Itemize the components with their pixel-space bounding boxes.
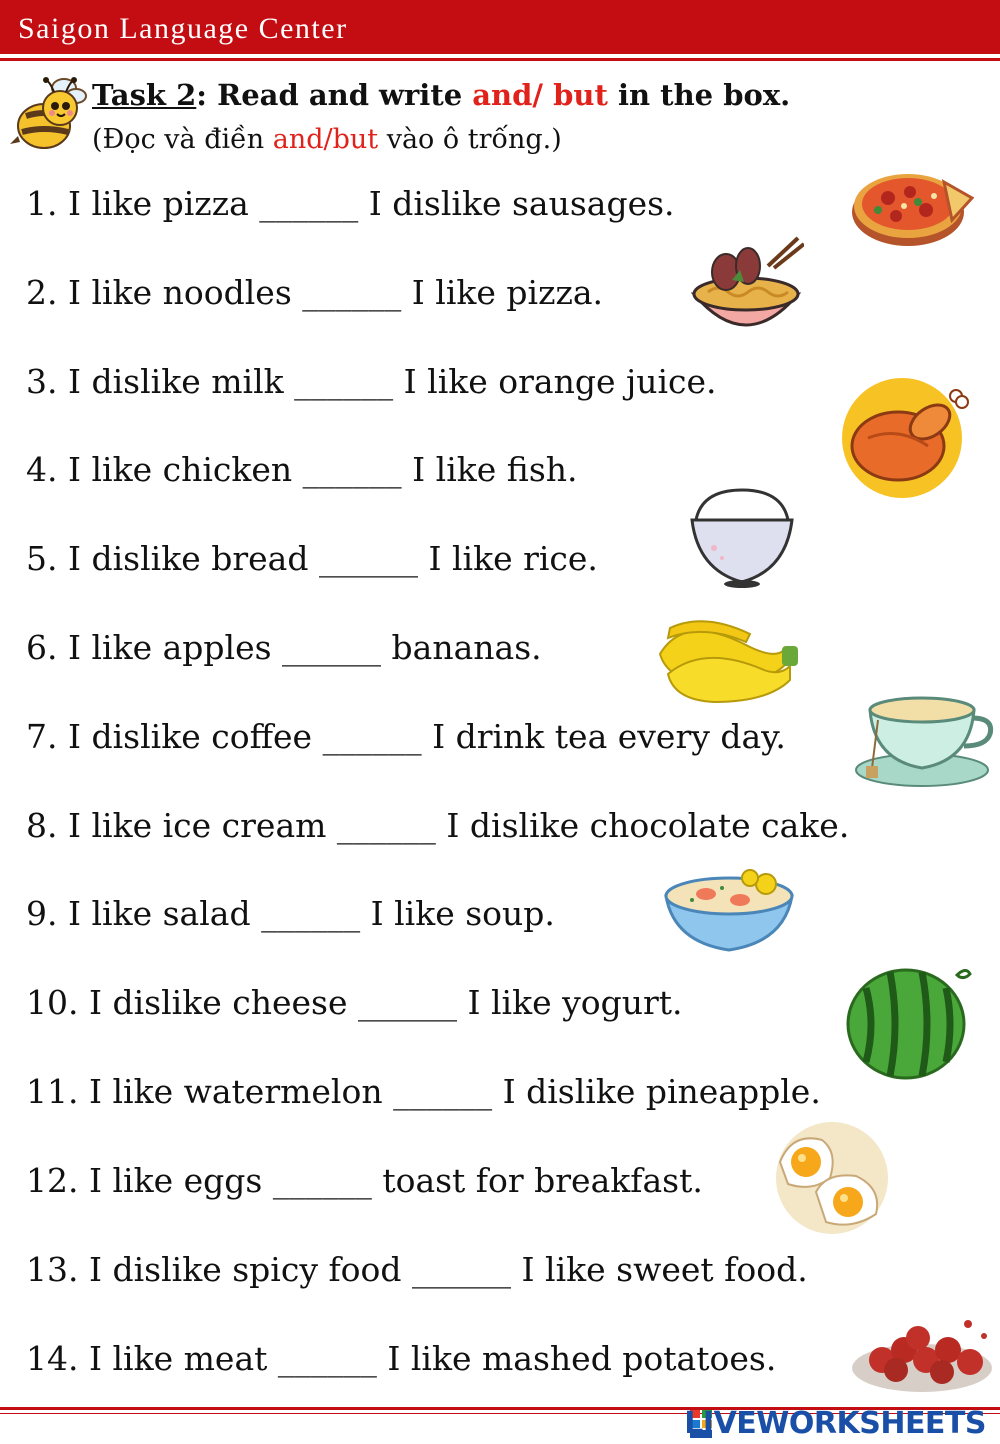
sentence-9[interactable]: 9. I like salad ______ I like soup.	[26, 894, 555, 933]
pizza-image	[848, 154, 974, 250]
task-text-before: : Read and write	[196, 78, 473, 112]
task-subtitle	[92, 124, 562, 155]
subtitle-before: (Đọc và điền	[92, 124, 273, 155]
fried-eggs-image	[772, 1122, 890, 1234]
sentence-1[interactable]: 1. I like pizza ______ I dislike sausages.	[26, 184, 675, 223]
task-text-after: in the box.	[607, 78, 791, 112]
meatballs-image	[846, 1306, 996, 1396]
subtitle-highlight: and/but	[272, 124, 379, 155]
banana-image	[654, 604, 800, 708]
bee-icon	[2, 74, 90, 158]
sentence-11[interactable]: 11. I like watermelon ______ I dislike pineapple.	[26, 1072, 821, 1111]
sentence-14[interactable]: 14. I like meat ______ I like mashed potatoes.	[26, 1339, 777, 1378]
teacup-image	[852, 690, 996, 790]
soup-bowl-image	[662, 858, 796, 954]
noodle-bowl-image	[688, 236, 804, 350]
sentence-13[interactable]: 13. I dislike spicy food ______ I like sweet food.	[26, 1250, 808, 1289]
subtitle-after: vào ô trống.)	[378, 124, 562, 155]
task-highlight: and/ but	[472, 78, 608, 112]
sentence-3[interactable]: 3. I dislike milk ______ I like orange juice.	[26, 362, 717, 401]
sentence-10[interactable]: 10. I dislike cheese ______ I like yogurt.	[26, 983, 683, 1022]
sentence-4[interactable]: 4. I like chicken ______ I like fish.	[26, 450, 578, 489]
header-title: Saigon Language Center	[18, 12, 348, 45]
sentence-7[interactable]: 7. I dislike coffee ______ I drink tea every day.	[26, 717, 786, 756]
sentence-8[interactable]: 8. I like ice cream ______ I dislike chocolate cake.	[26, 806, 850, 845]
sentence-5[interactable]: 5. I dislike bread ______ I like rice.	[26, 539, 598, 578]
header-divider	[0, 58, 1000, 61]
watermelon-image	[846, 958, 974, 1082]
sentence-6[interactable]: 6. I like apples ______ bananas.	[26, 628, 542, 667]
rice-bowl-image	[688, 486, 796, 588]
task-title	[92, 78, 790, 112]
roast-chicken-image	[838, 376, 972, 500]
task-label: Task 2	[92, 78, 197, 112]
sentence-2[interactable]: 2. I like noodles ______ I like pizza.	[26, 273, 604, 312]
brand-name[interactable]: LIVEWORKSHEETS	[684, 1406, 986, 1441]
sentence-12[interactable]: 12. I like eggs ______ toast for breakfast.	[26, 1161, 703, 1200]
